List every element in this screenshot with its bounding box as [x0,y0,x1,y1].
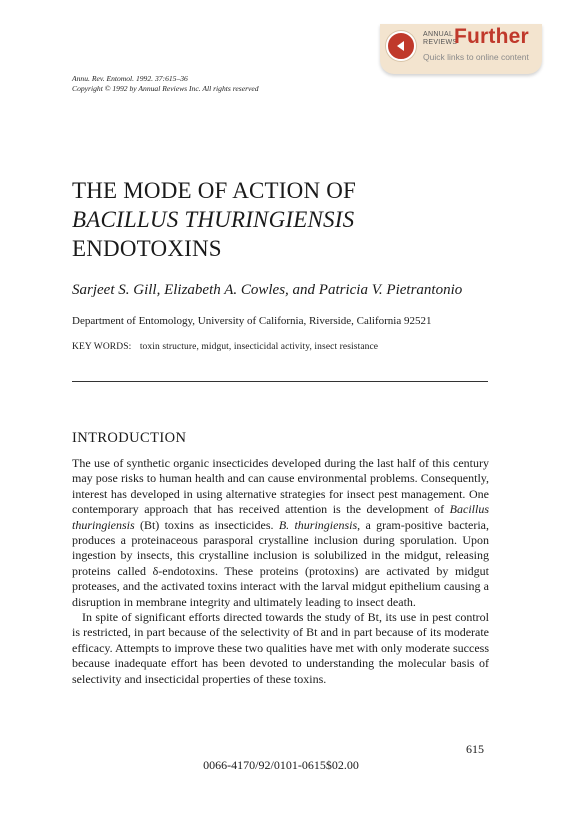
p1-species-name: Bacillus thuringiensis [72,502,489,532]
play-arrow-icon[interactable] [386,31,416,61]
paragraph-1 [72,456,489,610]
journal-citation [72,74,259,94]
title-line-2: BACILLUS THURINGIENSIS [72,207,355,232]
further-badge[interactable] [380,24,542,74]
keywords [72,342,378,352]
annual-reviews-logo [423,31,457,47]
brand-line-1: ANNUAL [423,31,454,38]
keywords-label: KEY WORDS: [72,342,132,352]
author-list: Sarjeet S. Gill, Elizabeth A. Cowles, and Patricia V. Pietrantonio [72,282,463,298]
paragraph-2: In spite of significant efforts directed towards the study of Bt, its use in pest control is restricted, in part because of the selectivity of Bt and in part because of its moderate efficacy. Attempts to improve these two qualities have met with only moderate success because inadequate effort has been devoted to understanding the molecular basis of selectivity and insecticidal properties of these toxins. [72,610,489,686]
p1-text-c: (Bt) toxins as insecticides. [134,517,279,532]
issn-code: 0066-4170/92/0101-0615$02.00 [203,758,359,772]
further-subtitle[interactable]: Quick links to online content [423,52,529,62]
keywords-terms: toxin structure, midgut, insecticidal activity, insect resistance [139,342,379,352]
brand-line-2: REVIEWS [423,39,458,46]
page-number: 615 [466,742,484,756]
section-heading: INTRODUCTION [72,430,187,446]
citation-line-2: Copyright © 1992 by Annual Reviews Inc. All rights reserved [72,84,259,93]
further-label[interactable]: Further [454,25,529,48]
article-title [72,176,356,263]
p1-text-e: , a gram-positive bacteria, produces a proteinaceous parasporal crystalline inclusion during sporulation. Upon ingestion by insects, this crystalline inclusion is solubilized in the midgut, releasing proteins called δ-endotoxins. These proteins (protoxins) are activated by midgut proteases, and the activated toxins interact with the larval midgut epithelium causing a disruption in membrane integrity and ultimately leading to insect death. [72,517,489,609]
section-divider [72,381,488,382]
title-line-1: THE MODE OF ACTION OF [72,178,357,203]
title-line-3: ENDOTOXINS [72,236,222,261]
p1-species-abbrev: B. thuringiensis [278,517,358,532]
p1-text-a: The use of synthetic organic insecticides developed during the last half of this century may pose risks to human health and can cause environmental problems. Consequently, interest has developed in using alternative strategies for insect pest management. One contemporary approach that has received attention is the development of [72,456,489,517]
affiliation: Department of Entomology, University of California, Riverside, California 92521 [72,315,432,327]
body-text [72,456,489,687]
citation-line-1: Annu. Rev. Entomol. 1992. 37:615–36 [72,74,188,83]
